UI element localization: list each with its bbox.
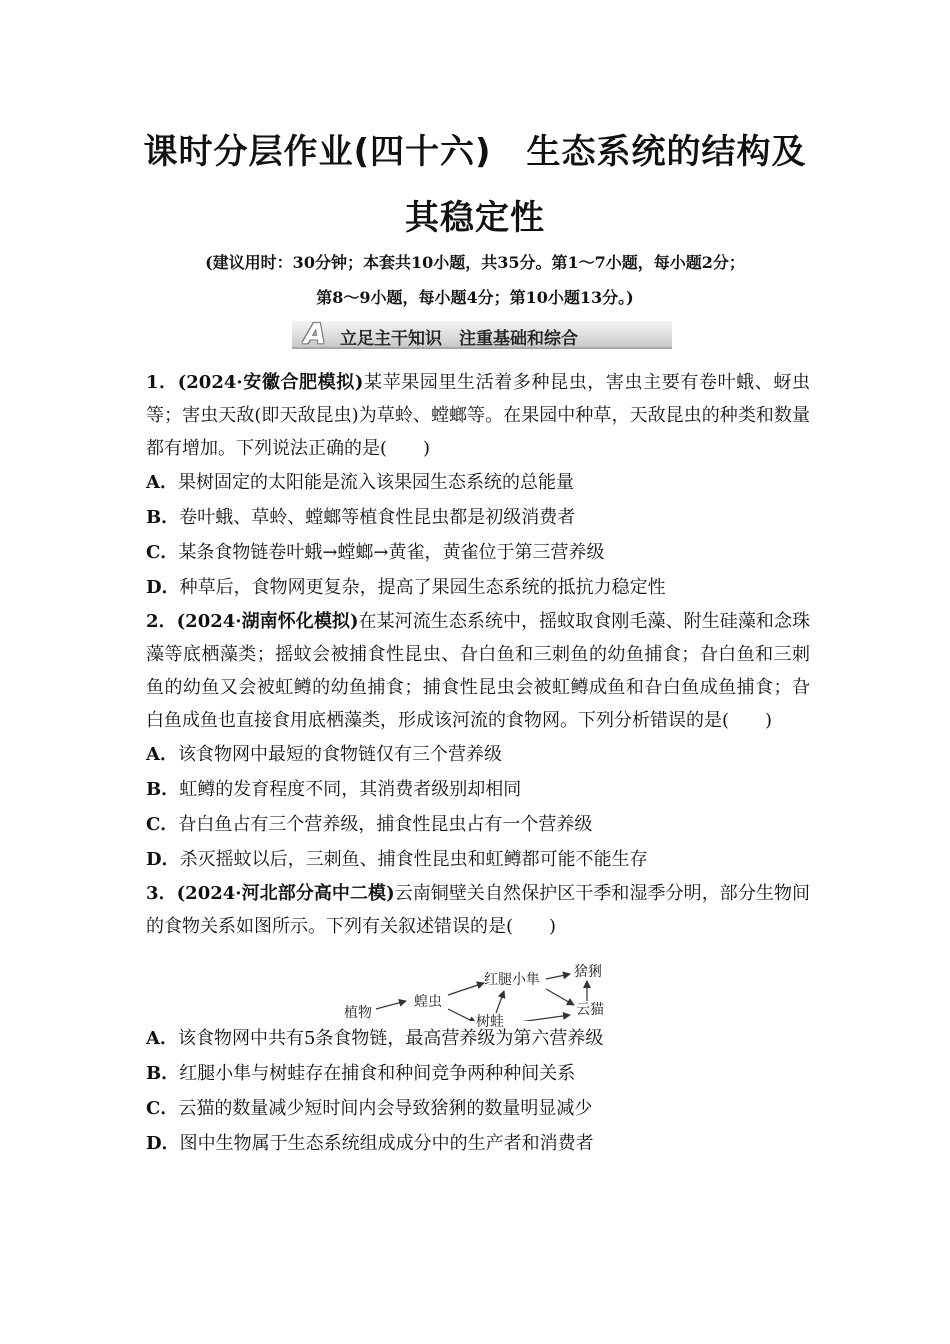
question-1-option-a: A．果树固定的太阳能是流入该果园生态系统的总能量 [146,472,574,493]
question-3-option-a: A．该食物网中共有5条食物链，最高营养级为第六营养级 [146,1028,604,1049]
node-lynx: 猞猁 [574,964,602,980]
section-badge-icon: A [304,317,326,350]
arrow-locust-frog [448,1009,476,1021]
instruction-note-line1: (建议用时：30分钟；本套共10小题，共35分。第1～7小题，每小题2分； [205,253,745,272]
question-number: 1． [146,372,178,393]
instruction-note-line2: 第8～9小题，每小题4分；第10小题13分。) [316,288,634,307]
question-stem: 某苹果园里生活着多种昆虫，害虫主要有卷叶蛾、蚜虫等；害虫天敌(即天敌昆虫)为草蛉、螳螂等。在果园中种草，天敌昆虫的种类和数量都有增加。下列说法正确的是( ) [146,372,810,459]
question-number: 3． [146,883,177,904]
question-3-option-d: D．图中生物属于生态系统组成成分中的生产者和消费者 [146,1133,594,1154]
question-stem: 云南铜壁关自然保护区干季和湿季分明，部分生物间的食物关系如图所示。下列有关叙述错误的是( ) [146,883,811,937]
node-plant: 植物 [344,1005,372,1021]
question-3-option-b: B．红腿小隼与树蛙存在捕食和种间竞争两种种间关系 [146,1063,576,1084]
node-locust: 蝗虫 [414,994,442,1010]
arrow-frog-cat [512,1015,570,1021]
question-number: 2． [146,611,177,632]
question-source: (2024·湖南怀化模拟) [176,611,359,632]
question-list [146,366,810,1161]
question-3 [146,877,810,943]
page-title-line1: 课时分层作业(四十六) 生态系统的结构及 [143,132,807,172]
arrow-plant-locust [376,1001,406,1009]
arrow-frog-falcon [496,991,504,1013]
section-banner-title: 立足主干知识 注重基础和综合 [340,329,578,349]
node-cat: 云猫 [576,1002,604,1018]
question-1-option-d: D．种草后，食物网更复杂，提高了果园生态系统的抵抗力稳定性 [146,577,666,598]
question-2-option-c: C．旮白鱼占有三个营养级，捕食性昆虫占有一个营养级 [146,814,593,835]
question-3-option-c: C．云猫的数量减少短时间内会导致猞猁的数量明显减少 [146,1098,593,1119]
question-1-option-b: B．卷叶蛾、草蛉、螳螂等植食性昆虫都是初级消费者 [146,507,576,528]
node-frog: 树蛙 [476,1014,504,1030]
arrow-falcon-lynx [546,974,570,979]
food-web-diagram [146,943,810,1030]
page-title-line2: 其稳定性 [405,198,545,238]
question-2-option-a: A．该食物网中最短的食物链仅有三个营养级 [146,744,502,765]
question-2-option-b: B．虹鳟的发育程度不同，其消费者级别却相同 [146,779,522,800]
node-falcon: 红腿小隼 [484,972,540,988]
section-banner [292,318,672,352]
question-2-option-d: D．杀灭摇蚊以后，三刺鱼、捕食性昆虫和虹鳟都可能不能生存 [146,849,648,870]
question-2 [146,605,810,737]
question-source: (2024·河北部分高中二模) [176,883,395,904]
food-web-arrows [146,943,810,1021]
question-1-option-c: C．某条食物链卷叶蛾→螳螂→黄雀，黄雀位于第三营养级 [146,542,605,563]
question-source: (2024·安徽合肥模拟) [177,372,364,393]
arrow-falcon-cat [546,989,574,1005]
arrow-locust-falcon [448,983,484,995]
question-1 [146,366,810,465]
question-stem: 在某河流生态系统中，摇蚊取食刚毛藻、附生硅藻和念珠藻等底栖藻类；摇蚊会被捕食性昆虫、旮白鱼和三刺鱼的幼鱼捕食；旮白鱼和三刺鱼的幼鱼又会被虹鳟的幼鱼捕食；捕食性昆虫会被虹鳟成鱼和旮白鱼成鱼捕食；旮白鱼成鱼也直接食用底栖藻类，形成该河流的食物网。下列分析错误的是( ) [146,611,810,731]
